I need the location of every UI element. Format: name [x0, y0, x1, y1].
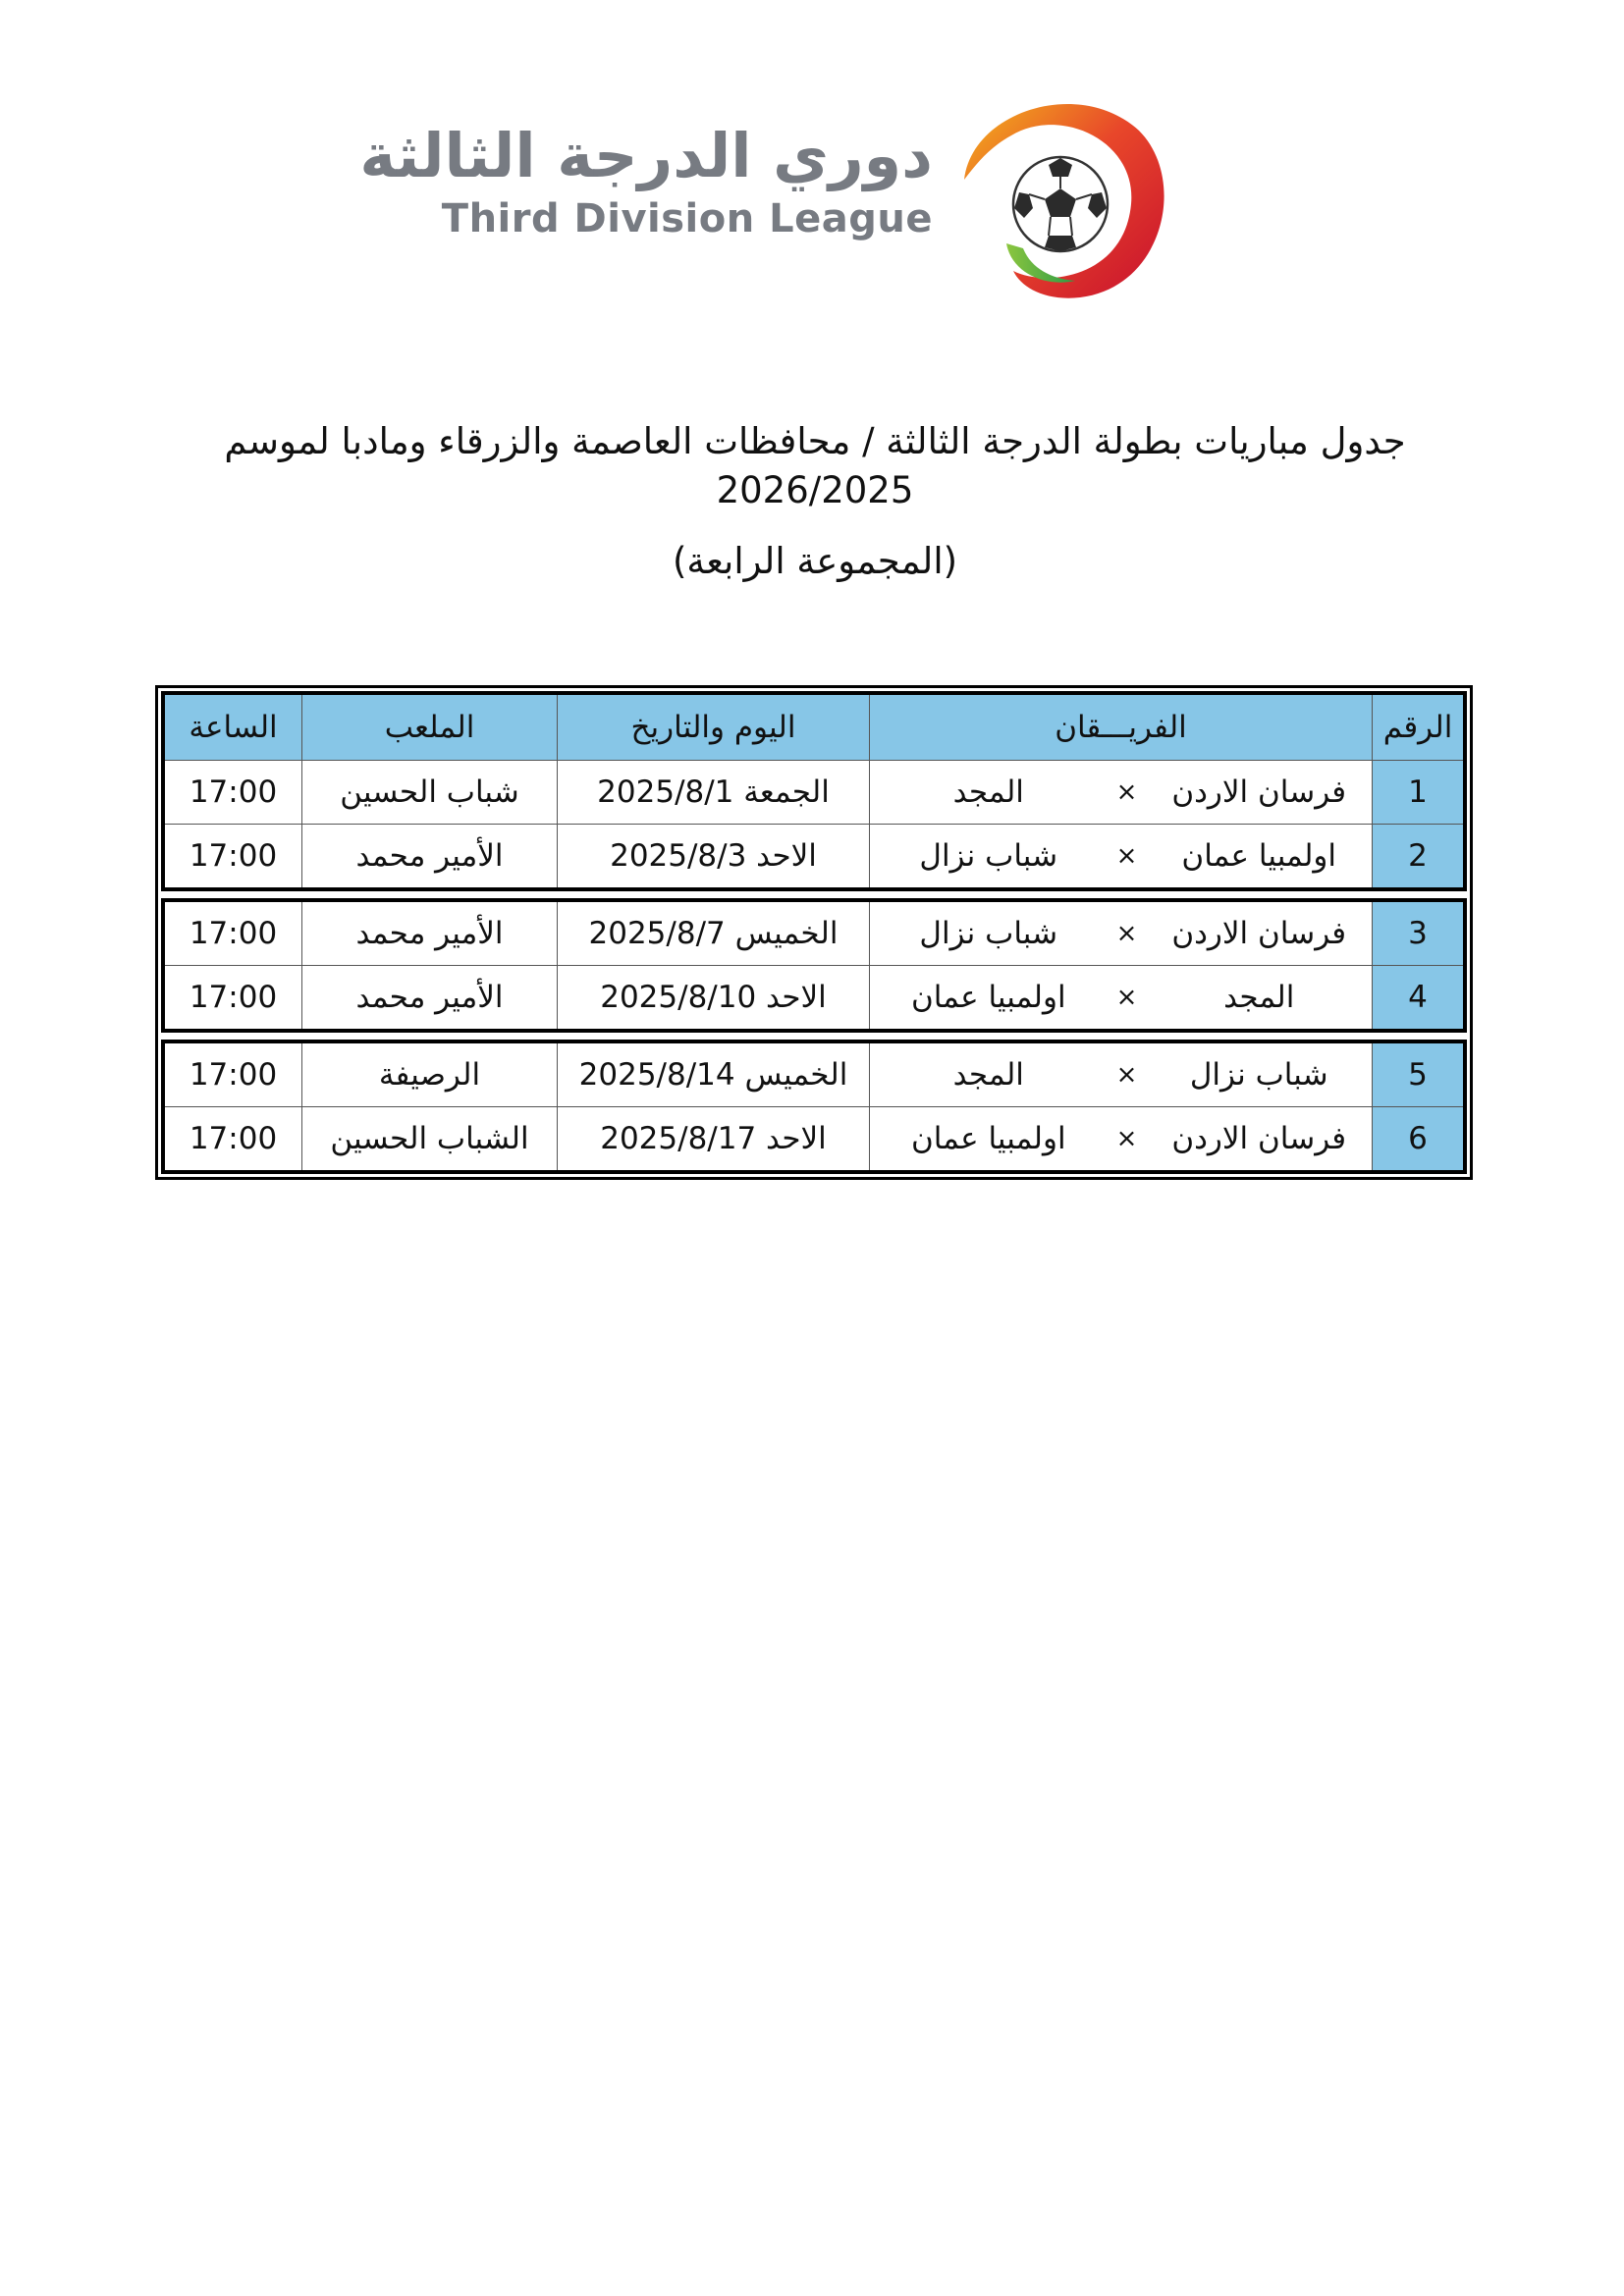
match-number: 4	[1372, 966, 1463, 1029]
match-stadium: شباب الحسين	[301, 761, 557, 824]
away-team: شباب نزال	[919, 838, 1058, 874]
match-time: 17:00	[189, 980, 278, 1015]
home-team: فرسان الاردن	[1171, 916, 1347, 951]
home-team: اولمبيا عمان	[1181, 838, 1337, 874]
match-stadium: الرصيفة	[301, 1043, 557, 1106]
table-row	[165, 902, 1463, 965]
match-time: 17:00	[189, 1057, 278, 1093]
home-team: فرسان الاردن	[1171, 1121, 1347, 1156]
match-number: 1	[1372, 761, 1463, 824]
away-team: شباب نزال	[919, 916, 1058, 951]
match-teams	[869, 1043, 1372, 1106]
away-team: اولمبيا عمان	[910, 1121, 1066, 1156]
header-stadium: الملعب	[301, 695, 557, 760]
home-team: المجد	[1223, 980, 1295, 1015]
football-emblem-icon	[952, 86, 1178, 312]
match-time: 17:00	[189, 838, 278, 874]
table-row	[165, 824, 1463, 887]
match-stadium: الأمير محمد	[301, 825, 557, 887]
versus-icon: ×	[1115, 919, 1138, 948]
match-date: الاحد 2025/8/17	[557, 1107, 869, 1170]
header-time: الساعة	[165, 695, 301, 760]
away-team: المجد	[952, 1057, 1024, 1093]
header-number: الرقم	[1372, 695, 1463, 760]
versus-icon: ×	[1115, 841, 1138, 871]
round-block-2	[161, 898, 1467, 1033]
versus-icon: ×	[1115, 777, 1138, 807]
header-teams: الفريـــقان	[869, 695, 1372, 760]
match-stadium: الأمير محمد	[301, 966, 557, 1029]
match-number: 2	[1372, 825, 1463, 887]
table-header-row	[165, 695, 1463, 760]
group-label: (المجموعة الرابعة)	[672, 540, 958, 582]
versus-icon: ×	[1115, 1124, 1138, 1153]
match-time: 17:00	[189, 1121, 278, 1156]
versus-icon: ×	[1115, 1060, 1138, 1090]
table-row	[165, 965, 1463, 1029]
away-team: المجد	[952, 774, 1024, 810]
home-team: فرسان الاردن	[1171, 774, 1347, 810]
match-teams	[869, 902, 1372, 965]
document-title	[196, 417, 1434, 515]
match-date: الخميس 2025/8/14	[557, 1043, 869, 1106]
match-number: 5	[1372, 1043, 1463, 1106]
match-teams	[869, 1107, 1372, 1170]
match-number: 3	[1372, 902, 1463, 965]
match-stadium: الشباب الحسين	[301, 1107, 557, 1170]
match-teams	[869, 966, 1372, 1029]
match-time: 17:00	[189, 774, 278, 810]
round-block-1	[161, 691, 1467, 891]
match-date: الجمعة 2025/8/1	[557, 761, 869, 824]
league-logo	[359, 86, 1178, 312]
title-line: جدول مباريات بطولة الدرجة الثالثة / محافظات العاصمة والزرقاء ومادبا لموسم	[224, 420, 1406, 462]
match-date: الاحد 2025/8/10	[557, 966, 869, 1029]
away-team: اولمبيا عمان	[910, 980, 1066, 1015]
versus-icon: ×	[1115, 983, 1138, 1012]
match-stadium: الأمير محمد	[301, 902, 557, 965]
table-row	[165, 1043, 1463, 1106]
logo-arabic-text: دوري الدرجة الثالثة	[359, 120, 933, 191]
table-row	[165, 1106, 1463, 1170]
season-label: 2026/2025	[716, 469, 914, 511]
match-number: 6	[1372, 1107, 1463, 1170]
round-block-3	[161, 1040, 1467, 1174]
logo-english-text: Third Division League	[441, 196, 933, 241]
match-date: الاحد 2025/8/3	[557, 825, 869, 887]
match-date: الخميس 2025/8/7	[557, 902, 869, 965]
table-row	[165, 760, 1463, 824]
match-teams	[869, 825, 1372, 887]
header-date: اليوم والتاريخ	[557, 695, 869, 760]
match-time: 17:00	[189, 916, 278, 951]
match-schedule-table	[155, 685, 1473, 1180]
home-team: شباب نزال	[1189, 1057, 1328, 1093]
match-teams	[869, 761, 1372, 824]
